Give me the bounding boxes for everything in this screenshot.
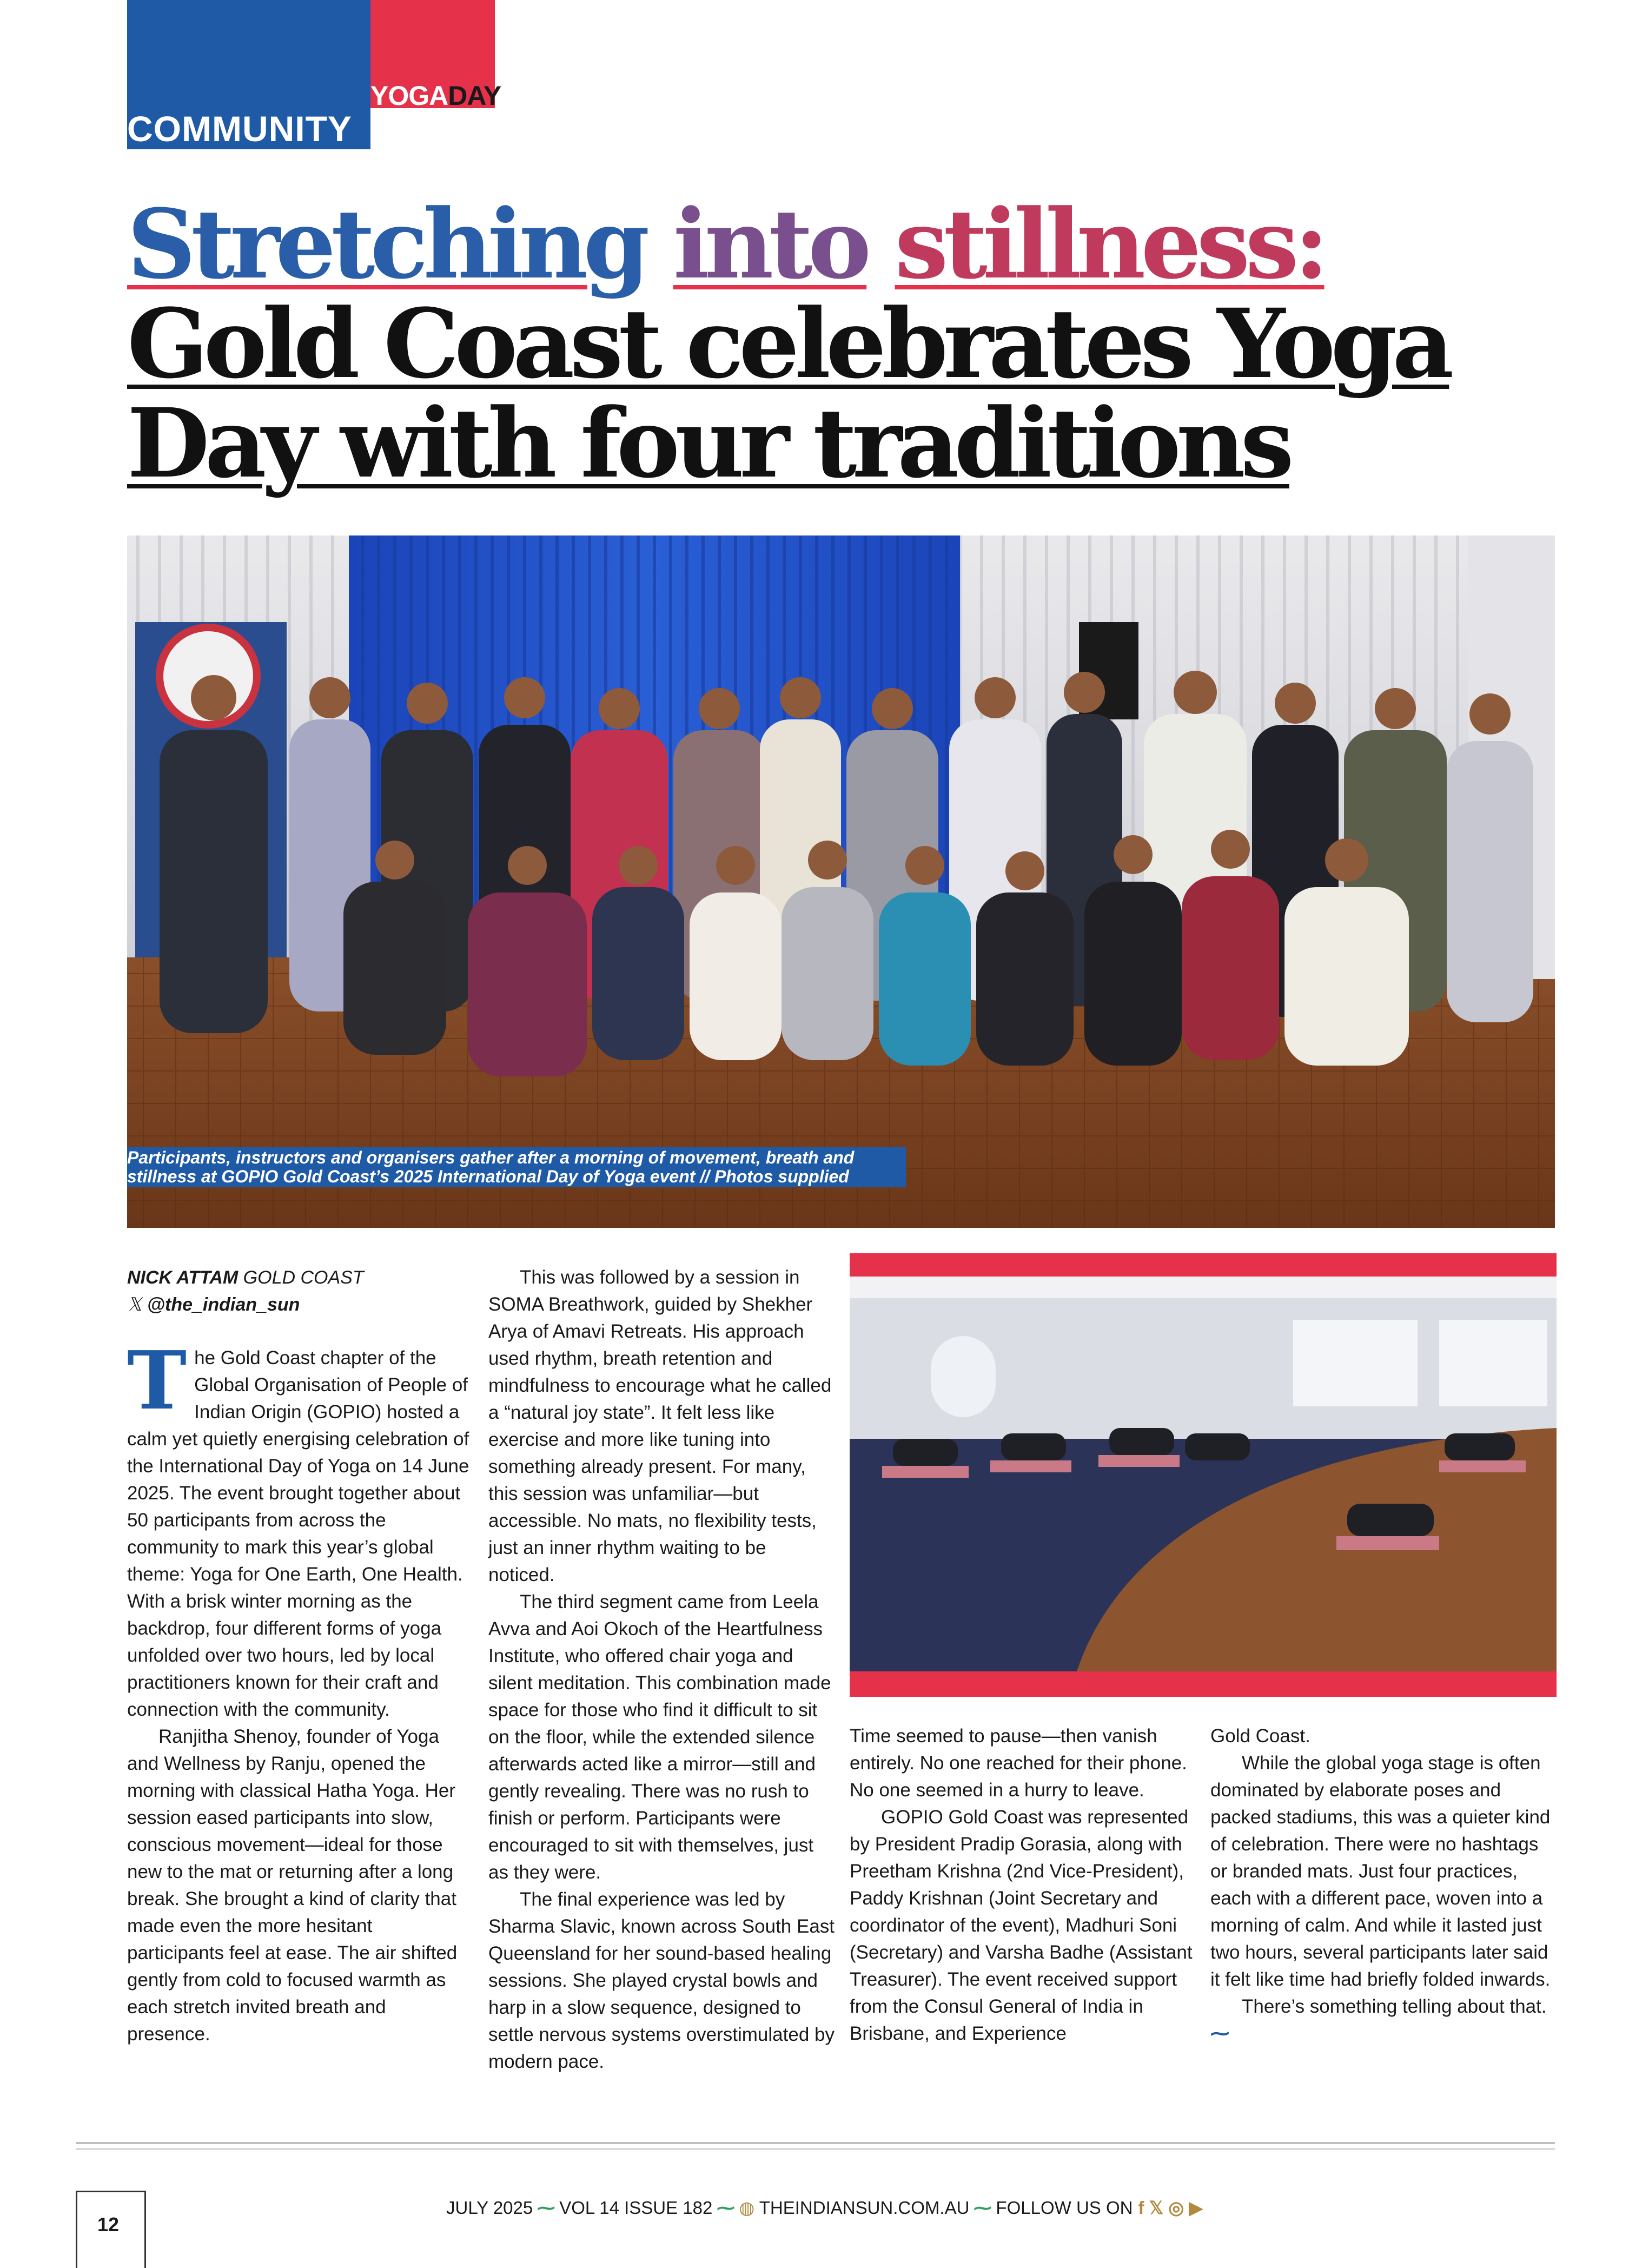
separator-icon: ⁓ (974, 2198, 992, 2218)
headline-line-2: Gold Coast celebrates Yoga (127, 288, 1449, 400)
yoga-word: YOGA (370, 81, 448, 111)
footer-rule-thin (76, 2148, 1555, 2150)
headline-line-3: Day with four traditions (127, 387, 1289, 499)
article-column-2 (488, 1264, 835, 2075)
social-icons[interactable]: f 𝕏 ◎ ▶ (1138, 2198, 1203, 2218)
issue-volume: VOL 14 ISSUE 182 (559, 2198, 713, 2218)
paragraph-1: The Gold Coast chapter of the Global Organisation of People of Indian Origin (GOPIO) hosted a calm yet quietly energising celebration of the International Day of Yoga on 14 June 2025. The event brought together about 50 participants from across the community to mark this year’s global theme: Yoga for One Earth, One Health. With a brisk winter morning as the backdrop, four different forms of yoga unfolded over two hours, led by local practitioners known for their craft and connection with the community. (127, 1333, 469, 1720)
globe-icon: ◍ (739, 2198, 755, 2218)
separator-icon: ⁓ (537, 2198, 555, 2218)
author-location: GOLD COAST (243, 1267, 364, 1288)
section-label: COMMUNITY (127, 109, 352, 149)
author-name: NICK ATTAM (127, 1267, 239, 1288)
photo-caption: Participants, instructors and organisers gather after a morning of movement, breath and stillness at GOPIO Gold Coast’s 2025 International Day of Yoga event // Photos supplied (127, 1147, 906, 1187)
footer-line (446, 2196, 1203, 2220)
separator-icon: ⁓ (717, 2198, 735, 2218)
byline (127, 1264, 473, 1318)
author-handle[interactable]: @the_indian_sun (147, 1294, 300, 1315)
yoga-day-label (370, 80, 501, 111)
follow-label: FOLLOW US ON (996, 2198, 1133, 2218)
x-icon: 𝕏 (127, 1294, 142, 1315)
headline-line-1: Stretching into stillness: (127, 188, 1325, 300)
day-word: DAY (448, 81, 501, 111)
paragraph-7: GOPIO Gold Coast was represented by President Pradip Gorasia, along with Preetham Krishna (2nd Vice-President), Paddy Krishnan (Joint Secretary and coordinator of the event), Madhuri Soni (Secretary) and Varsha Badhe (Assistant Treasurer). The event received support from the Consul General of India in Brisbane, and Experience (850, 1807, 1193, 2044)
issue-date: JULY 2025 (446, 2198, 533, 2218)
footer-rule (76, 2142, 1555, 2144)
paragraph-8: Gold Coast. (1210, 1725, 1310, 1747)
paragraph-4: The third segment came from Leela Avva and Aoi Okoch of the Heartfulness Institute, who offered chair yoga and silent meditation. This combination made space for those who find it difficult to sit on the floor, while the extended silence afterwards acted like a mirror—still and gently revealing. There was no rush to finish or perform. Participants were encouraged to sit with themselves, just as they were. (488, 1591, 831, 1883)
paragraph-2: Ranjitha Shenoy, founder of Yoga and Wellness by Ranju, opened the morning with classical Hatha Yoga. Her session eased participants into slow, conscious movement—ideal for those new to the mat or returning after a long break. She brought a kind of clarity that made even the more hesitant participants feel at ease. The air shifted gently from cold to focused warmth as each stretch invited breath and presence. (127, 1726, 458, 2045)
class-photo (850, 1277, 1557, 1671)
paragraph-10: There’s something telling about that. ⁓ (1210, 1996, 1547, 2044)
end-mark-icon: ⁓ (1210, 2023, 1229, 2044)
paragraph-3: This was followed by a session in SOMA Breathwork, guided by Shekher Arya of Amavi Retreats. His approach used rhythm, breath retention and mindfulness to encourage what he called a “natural joy state”. It felt less like exercise and more like tuning into something already present. For many, this session was unfamiliar—but accessible. No mats, no flexibility tests, just an inner rhythm waiting to be noticed. (488, 1267, 832, 1585)
website-link[interactable]: THEINDIANSUN.COM.AU (759, 2198, 970, 2218)
article-column-4 (1210, 1723, 1557, 2047)
group-photo (127, 535, 1555, 1228)
headline (127, 188, 1555, 499)
paragraph-9: While the global yoga stage is often dominated by elaborate poses and packed stadiums, this was a quieter kind of celebration. There were no hashtags or branded mats. Just four practices, each with a different pace, woven into a morning of calm. And while it lasted just two hours, several participants later said it felt like time had briefly folded inwards. (1210, 1753, 1551, 1990)
dropcap: T (127, 1333, 187, 1427)
article-column-3 (850, 1723, 1196, 2047)
article-column-1 (127, 1333, 473, 2048)
paragraph-5: The final experience was led by Sharma Slavic, known across South East Queensland for her sound-based healing sessions. She played crystal bowls and harp in a slow sequence, designed to settle nervous systems overstimulated by modern pace. (488, 1889, 835, 2072)
page-number: 12 (97, 2213, 120, 2236)
paragraph-6: Time seemed to pause—then vanish entirely. No one reached for their phone. No one seemed in a hurry to leave. (850, 1725, 1187, 1801)
